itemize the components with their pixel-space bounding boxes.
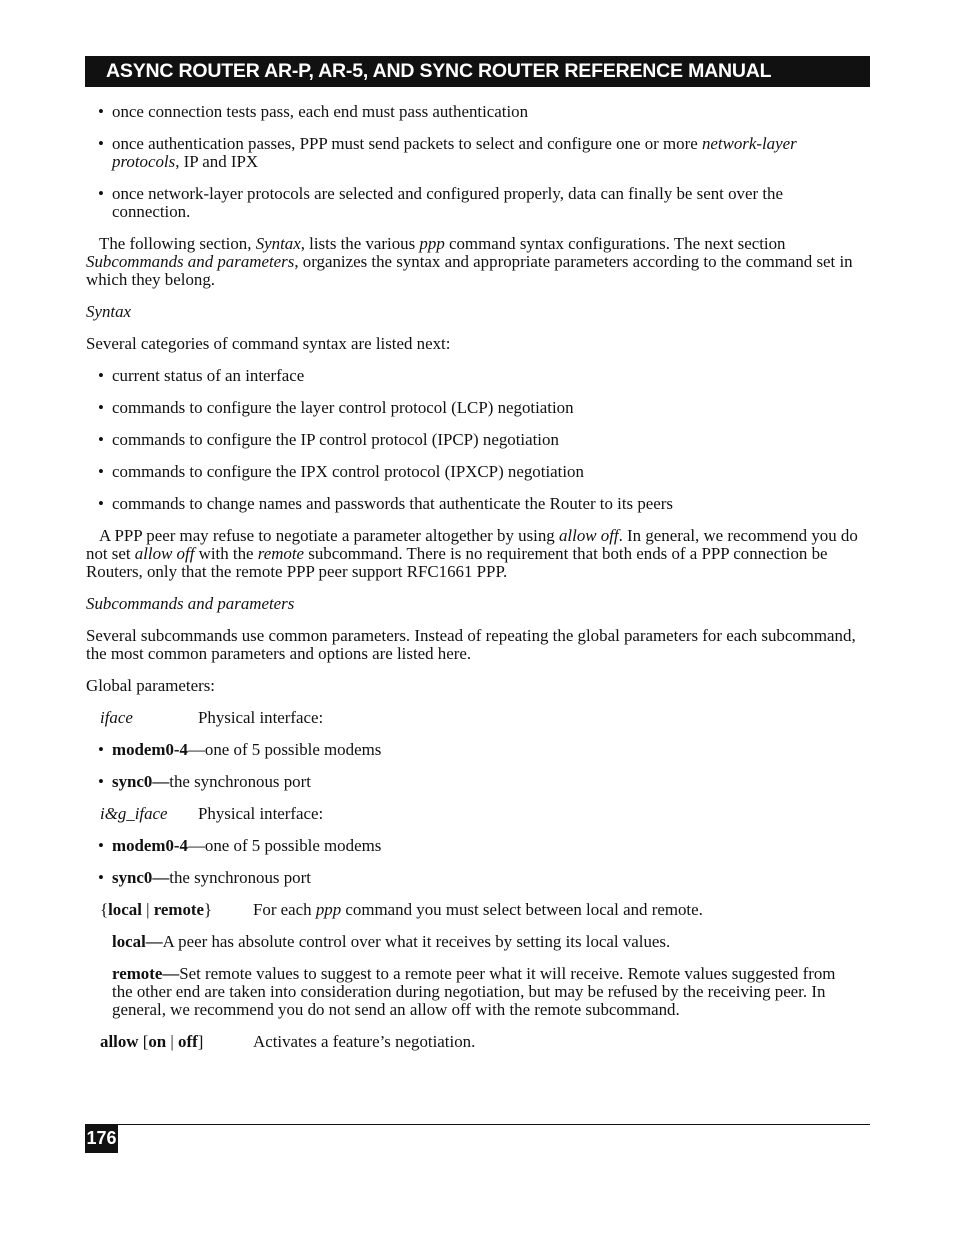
- list-item: • commands to configure the IP control protocol (IPCP) negotiation: [86, 431, 858, 449]
- page-body: [86, 103, 858, 1065]
- list-item: • modem0-4—one of 5 possible modems: [86, 741, 858, 759]
- running-header-title: ASYNC ROUTER AR-P, AR-5, AND SYNC ROUTER REFERENCE MANUAL: [106, 60, 772, 82]
- igiface-description: Physical interface:: [198, 804, 324, 823]
- local-remote-definition: [86, 901, 858, 919]
- list-item: • commands to configure the layer control protocol (LCP) negotiation: [86, 399, 858, 417]
- igiface-definition: [86, 805, 858, 823]
- list-item: • once network-layer protocols are selected and configured properly, data can finally be sent over the connection.: [86, 185, 858, 221]
- following-section-paragraph: The following section, Syntax, lists the various ppp command syntax configurations. The next section Subcommands and parameters, organizes the syntax and appropriate parameters according to the command set in which they belong.: [86, 234, 853, 289]
- peer-paragraph: A PPP peer may refuse to negotiate a parameter altogether by using allow off. In general, we recommend you do not set allow off with the remote subcommand. There is no requirement that both ends of a PPP connection be Routers, only that the remote PPP peer support RFC1661 PPP.: [86, 526, 858, 581]
- local-remote-description: For each ppp command you must select between local and remote.: [253, 900, 703, 919]
- list-item: • current status of an interface: [86, 367, 858, 385]
- list-item: • commands to change names and passwords that authenticate the Router to its peers: [86, 495, 858, 513]
- list-item: • sync0—the synchronous port: [86, 869, 858, 887]
- allow-term: allow [on | off]: [100, 1032, 204, 1051]
- allow-definition: [86, 1033, 858, 1051]
- running-header: [85, 56, 870, 87]
- list-item: • once authentication passes, PPP must send packets to select and configure one or more network-layer protocols, IP and IPX: [86, 135, 858, 171]
- local-definition: local—A peer has absolute control over what it receives by setting its local values.: [112, 932, 671, 951]
- iface-term: iface: [100, 708, 133, 727]
- list-item: • commands to configure the IPX control protocol (IPXCP) negotiation: [86, 463, 858, 481]
- subcommands-heading: Subcommands and parameters: [86, 594, 295, 613]
- syntax-heading: Syntax: [86, 302, 132, 321]
- syntax-intro: Several categories of command syntax are listed next:: [86, 334, 451, 353]
- igiface-term: i&g_iface: [100, 804, 168, 823]
- local-remote-term: {local | remote}: [100, 900, 213, 919]
- iface-description: Physical interface:: [198, 708, 324, 727]
- allow-description: Activates a feature’s negotiation.: [253, 1032, 476, 1051]
- list-item: • modem0-4—one of 5 possible modems: [86, 837, 858, 855]
- subcommands-intro: Several subcommands use common parameters. Instead of repeating the global parameters for each subcommand, the most common parameters and options are listed here.: [86, 626, 856, 663]
- iface-definition: [86, 709, 858, 727]
- footer-rule: [85, 1124, 870, 1125]
- page-number: 176: [85, 1124, 118, 1153]
- list-item: • once connection tests pass, each end must pass authentication: [86, 103, 858, 121]
- global-parameters-label: Global parameters:: [86, 676, 215, 695]
- remote-definition: remote—Set remote values to suggest to a remote peer what it will receive. Remote values suggested from the other end are taken into consideration during negotiation, but may be refused by the receiving peer. In general, we recommend you do not send an allow off with the remote subcommand.: [112, 964, 836, 1019]
- list-item: • sync0—the synchronous port: [86, 773, 858, 791]
